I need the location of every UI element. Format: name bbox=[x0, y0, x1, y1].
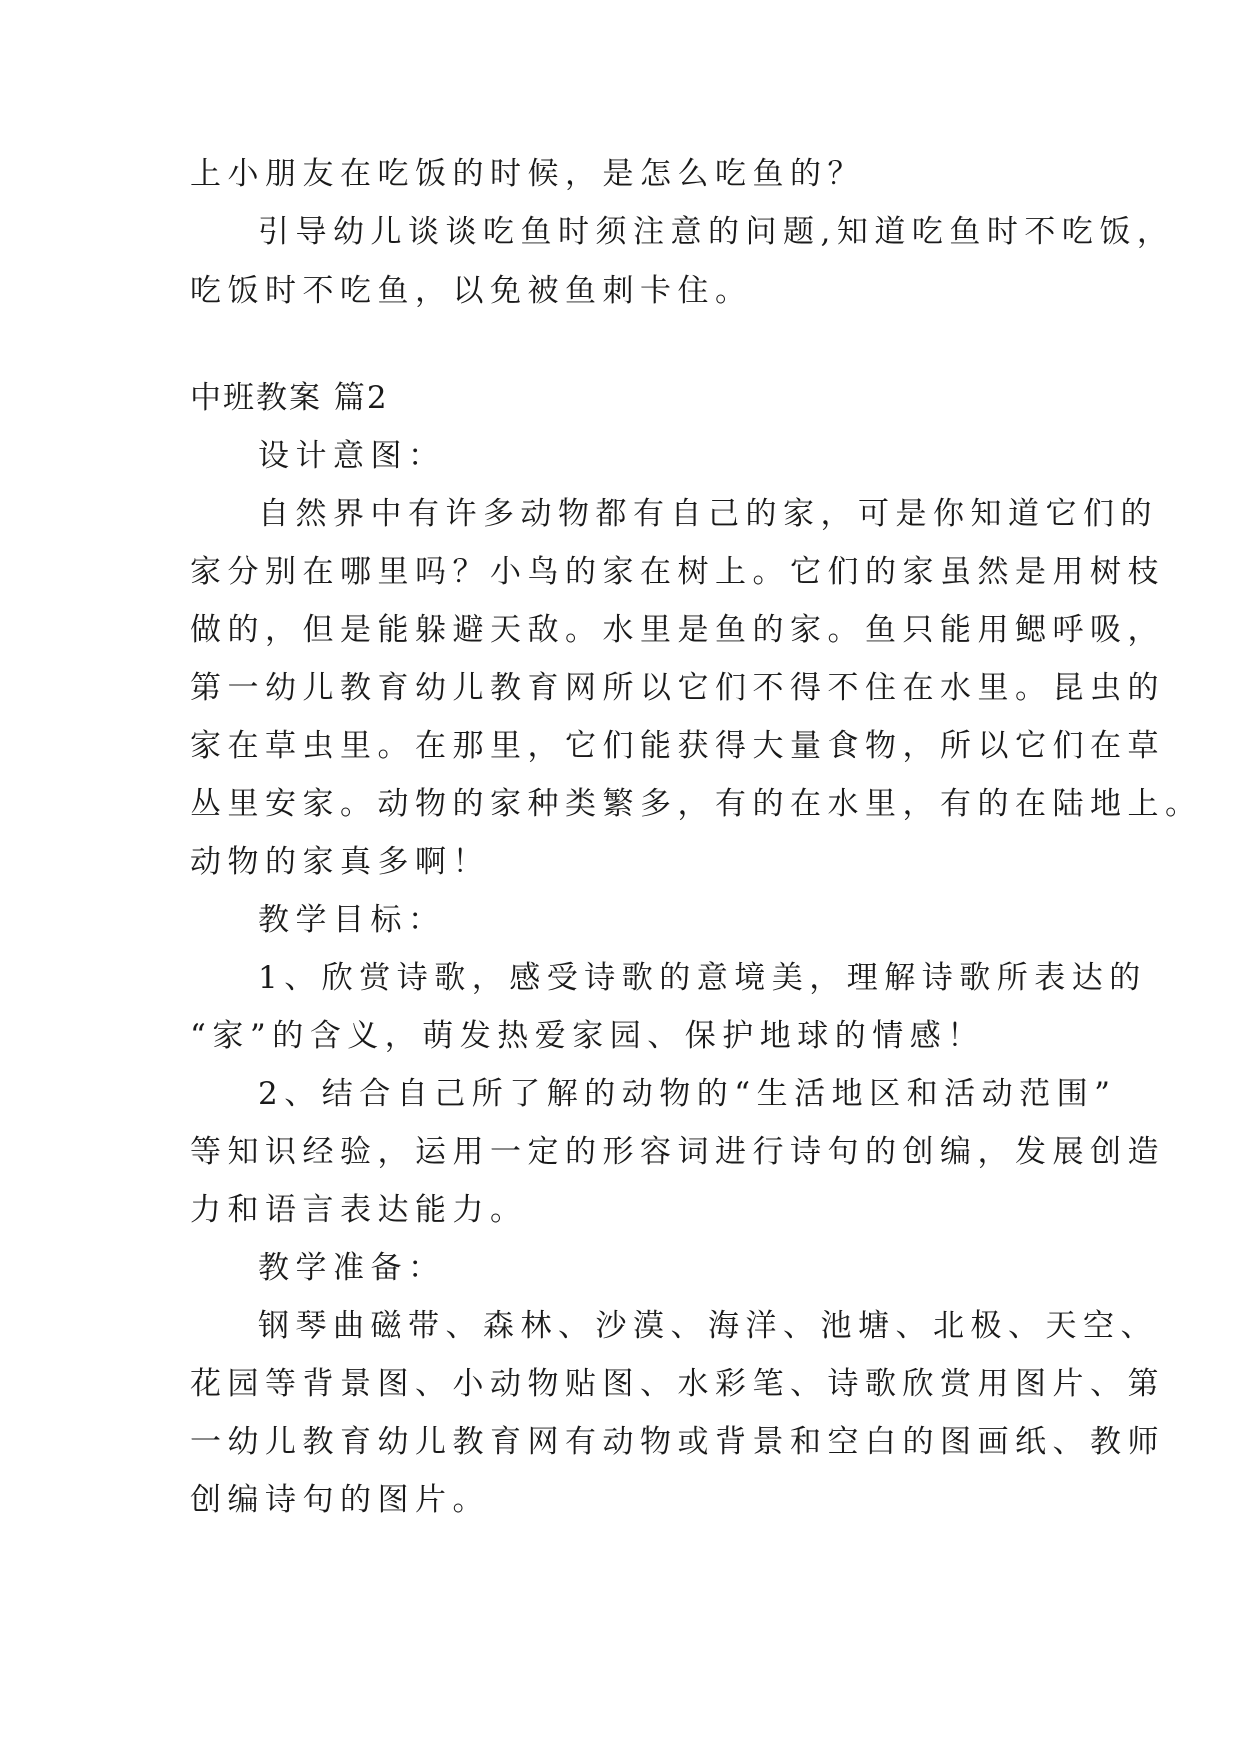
teaching-prep-line-4: 创编诗句的图片。 bbox=[190, 1482, 490, 1518]
goal-2-line-3: 力和语言表达能力。 bbox=[190, 1192, 528, 1228]
goal-2-line-2: 等知识经验，运用一定的形容词进行诗句的创编，发展创造 bbox=[190, 1134, 1165, 1170]
goal-1-line-2: “家”的含义，萌发热爱家园、保护地球的情感！ bbox=[190, 1018, 985, 1054]
teaching-prep-line-2: 花园等背景图、小动物贴图、水彩笔、诗歌欣赏用图片、第 bbox=[190, 1366, 1165, 1402]
design-intent-line-5: 家在草虫里。在那里，它们能获得大量食物，所以它们在草 bbox=[190, 728, 1165, 764]
design-intent-line-4: 第一幼儿教育幼儿教育网所以它们不得不住在水里。昆虫的 bbox=[190, 670, 1165, 706]
design-intent-line-7: 动物的家真多啊！ bbox=[190, 844, 490, 880]
intro-line-3: 吃饭时不吃鱼，以免被鱼刺卡住。 bbox=[190, 273, 753, 309]
intro-line-2: 引导幼儿谈谈吃鱼时须注意的问题,知道吃鱼时不吃饭， bbox=[258, 214, 1175, 250]
goal-1-line-1: 1、欣赏诗歌，感受诗歌的意境美，理解诗歌所表达的 bbox=[258, 960, 1147, 996]
intro-line-1: 上小朋友在吃饭的时候，是怎么吃鱼的？ bbox=[190, 156, 865, 192]
teaching-prep-line-1: 钢琴曲磁带、森林、沙漠、海洋、池塘、北极、天空、 bbox=[258, 1308, 1158, 1344]
design-intent-line-2: 家分别在哪里吗？小鸟的家在树上。它们的家虽然是用树枝 bbox=[190, 554, 1165, 590]
design-intent-line-1: 自然界中有许多动物都有自己的家，可是你知道它们的 bbox=[258, 496, 1158, 532]
design-intent-line-6: 丛里安家。动物的家种类繁多，有的在水里，有的在陆地上。 bbox=[190, 786, 1203, 822]
section-title: 中班教案 篇2 bbox=[190, 380, 389, 416]
teaching-goals-label: 教学目标： bbox=[258, 902, 446, 938]
teaching-prep-line-3: 一幼儿教育幼儿教育网有动物或背景和空白的图画纸、教师 bbox=[190, 1424, 1165, 1460]
design-intent-line-3: 做的，但是能躲避天敌。水里是鱼的家。鱼只能用鳃呼吸， bbox=[190, 612, 1165, 648]
design-intent-label: 设计意图： bbox=[258, 438, 446, 474]
teaching-prep-label: 教学准备： bbox=[258, 1250, 446, 1286]
goal-2-line-1: 2、结合自己所了解的动物的“生活地区和活动范围” bbox=[258, 1076, 1117, 1112]
